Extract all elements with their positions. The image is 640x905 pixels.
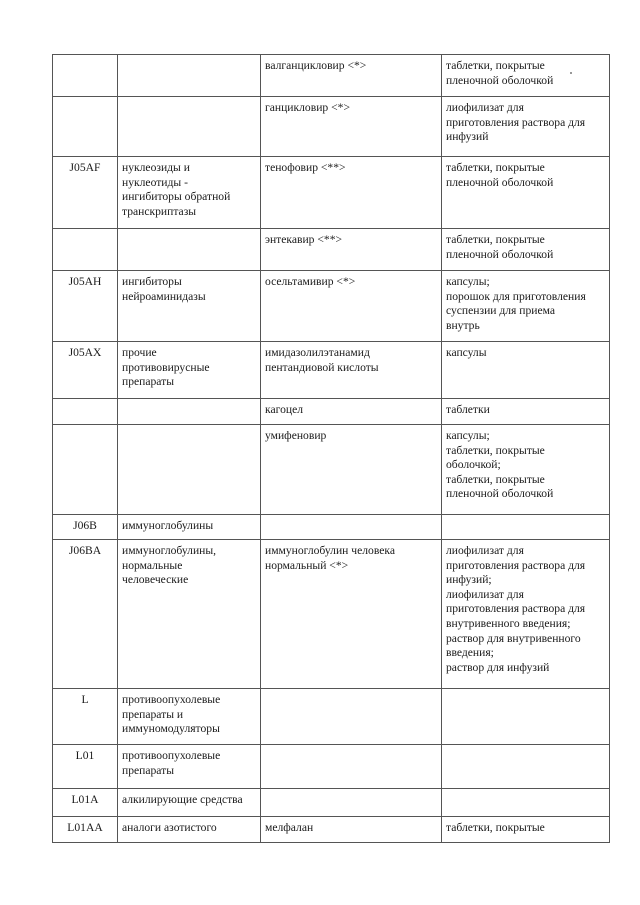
atc-code-cell <box>53 157 118 229</box>
group-name-line: нормальные <box>122 558 183 572</box>
table-row <box>53 425 610 515</box>
drug-name-line: валганцикловир <*> <box>265 59 367 72</box>
drug-name-line: осельтамивир <*> <box>265 275 356 288</box>
group-name-cell <box>118 229 261 271</box>
dosage-form-cell <box>442 399 610 425</box>
drug-table-body <box>53 55 610 843</box>
dosage-form-line: внутривенного введения; <box>446 616 571 630</box>
drug-name-cell <box>261 817 442 843</box>
drug-name-line: мелфалан <box>265 821 314 834</box>
atc-code: L01 <box>75 749 95 762</box>
dosage-form-line: таблетки, покрытые <box>446 472 545 486</box>
group-name-line: противоопухолевые <box>122 749 221 762</box>
group-name-cell <box>118 157 261 229</box>
group-name-line: препараты <box>122 763 174 777</box>
table-row <box>53 271 610 342</box>
group-name-line: иммуноглобулины, <box>122 544 217 557</box>
dosage-form-line: раствор для инфузий <box>446 660 550 674</box>
atc-code: J05AF <box>69 161 101 174</box>
atc-code-cell <box>53 789 118 817</box>
dosage-form-line: таблетки, покрытые <box>446 161 545 174</box>
table-row <box>53 817 610 843</box>
dosage-form-line: порошок для приготовления <box>446 289 586 303</box>
atc-code-cell <box>53 229 118 271</box>
table-row <box>53 342 610 399</box>
dosage-form-line: приготовления раствора для <box>446 115 586 129</box>
dosage-form-line: внутрь <box>446 318 480 332</box>
drug-name-line: нормальный <*> <box>265 558 349 572</box>
drug-name-line: умифеновир <box>265 429 327 442</box>
atc-code: L01AA <box>67 821 103 834</box>
group-name-cell <box>118 540 261 689</box>
atc-code: L <box>81 693 89 706</box>
group-name-line: противоопухолевые <box>122 693 221 706</box>
table-row <box>53 515 610 540</box>
dosage-form-cell <box>442 55 610 97</box>
dosage-form-line: инфузий <box>446 130 489 144</box>
drug-name-cell <box>261 540 442 689</box>
table-row <box>53 229 610 271</box>
drug-name-line: энтекавир <**> <box>265 233 343 246</box>
group-name-line: аналоги азотистого <box>122 821 217 834</box>
atc-code-cell <box>53 425 118 515</box>
drug-name-cell <box>261 745 442 789</box>
drug-table <box>52 54 610 843</box>
group-name-line: ингибиторы обратной <box>122 190 231 204</box>
dosage-form-cell <box>442 540 610 689</box>
dosage-form-line: приготовления раствора для <box>446 602 586 616</box>
group-name-line: нуклеозиды и <box>122 161 190 174</box>
dosage-form-line: пленочной оболочкой <box>446 73 554 87</box>
dosage-form-cell <box>442 789 610 817</box>
group-name-cell <box>118 515 261 540</box>
dosage-form-cell <box>442 157 610 229</box>
dosage-form-line: таблетки, покрытые <box>446 233 545 246</box>
atc-code: J05AH <box>68 275 102 288</box>
table-row <box>53 745 610 789</box>
drug-name-line: иммуноглобулин человека <box>265 544 395 557</box>
dosage-form-cell <box>442 271 610 342</box>
group-name-cell <box>118 425 261 515</box>
drug-name-cell <box>261 229 442 271</box>
drug-name-cell <box>261 157 442 229</box>
atc-code-cell <box>53 97 118 157</box>
dosage-form-line: инфузий; <box>446 573 492 587</box>
dosage-form-line: лиофилизат для <box>446 101 524 114</box>
table-row <box>53 689 610 745</box>
dosage-form-line: капсулы; <box>446 275 490 288</box>
atc-code: J06B <box>73 519 97 532</box>
dosage-form-line: капсулы <box>446 346 487 359</box>
atc-code-cell <box>53 745 118 789</box>
drug-name-cell <box>261 342 442 399</box>
group-name-line: ингибиторы <box>122 275 182 288</box>
drug-name-cell <box>261 271 442 342</box>
dosage-form-line: таблетки, покрытые <box>446 821 545 834</box>
table-row <box>53 97 610 157</box>
dosage-form-line: раствор для внутривенного <box>446 631 581 645</box>
dosage-form-cell <box>442 229 610 271</box>
atc-code: J05AX <box>68 346 102 359</box>
atc-code-cell <box>53 689 118 745</box>
group-name-line: противовирусные <box>122 360 210 374</box>
dosage-form-line: суспензии для приема <box>446 304 556 318</box>
drug-name-cell <box>261 55 442 97</box>
table-row <box>53 157 610 229</box>
dosage-form-line: пленочной оболочкой <box>446 247 554 261</box>
group-name-line: препараты <box>122 375 174 389</box>
group-name-line: человеческие <box>122 573 189 587</box>
drug-name-cell <box>261 689 442 745</box>
atc-code-cell <box>53 55 118 97</box>
atc-code: J06BA <box>68 544 102 557</box>
drug-name-line: кагоцел <box>265 403 304 416</box>
atc-code: L01A <box>71 793 99 806</box>
group-name-cell <box>118 55 261 97</box>
atc-code-cell <box>53 271 118 342</box>
dosage-form-line: таблетки, покрытые <box>446 59 545 72</box>
dosage-form-line: лиофилизат для <box>446 544 524 557</box>
atc-code-cell <box>53 342 118 399</box>
group-name-cell <box>118 789 261 817</box>
group-name-line: прочие <box>122 346 157 359</box>
drug-name-cell <box>261 515 442 540</box>
dosage-form-line: таблетки, покрытые <box>446 443 545 457</box>
dosage-form-line: пленочной оболочкой <box>446 175 554 189</box>
atc-code-cell <box>53 515 118 540</box>
dosage-form-line: пленочной оболочкой <box>446 487 554 501</box>
group-name-line: иммуноглобулины <box>122 519 214 532</box>
group-name-line: нейроаминидазы <box>122 289 206 303</box>
dosage-form-cell <box>442 342 610 399</box>
dosage-form-cell <box>442 745 610 789</box>
group-name-line: алкилирующие средства <box>122 793 243 806</box>
table-row <box>53 789 610 817</box>
drug-name-cell <box>261 399 442 425</box>
atc-code-cell <box>53 540 118 689</box>
dosage-form-line: лиофилизат для <box>446 587 524 601</box>
atc-code-cell <box>53 817 118 843</box>
group-name-line: иммуномодуляторы <box>122 722 220 736</box>
group-name-line: препараты и <box>122 707 184 721</box>
group-name-cell <box>118 399 261 425</box>
group-name-cell <box>118 342 261 399</box>
dosage-form-cell <box>442 817 610 843</box>
drug-name-cell <box>261 97 442 157</box>
table-row <box>53 55 610 97</box>
dosage-form-line: таблетки <box>446 403 490 416</box>
dosage-form-cell <box>442 689 610 745</box>
group-name-cell <box>118 97 261 157</box>
group-name-cell <box>118 817 261 843</box>
dosage-form-line: приготовления раствора для <box>446 558 586 572</box>
group-name-cell <box>118 271 261 342</box>
group-name-line: транскриптазы <box>122 204 197 218</box>
drug-name-line: тенофовир <**> <box>265 161 346 174</box>
drug-name-line: ганцикловир <*> <box>265 101 350 114</box>
group-name-line: нуклеотиды - <box>122 175 188 189</box>
group-name-cell <box>118 689 261 745</box>
drug-name-line: имидазолилэтанамид <box>265 346 370 359</box>
drug-name-line: пентандиовой кислоты <box>265 360 379 374</box>
group-name-cell <box>118 745 261 789</box>
drug-name-cell <box>261 789 442 817</box>
dosage-form-line: капсулы; <box>446 429 490 442</box>
drug-name-cell <box>261 425 442 515</box>
table-row <box>53 399 610 425</box>
atc-code-cell <box>53 399 118 425</box>
dosage-form-cell <box>442 97 610 157</box>
dosage-form-line: оболочкой; <box>446 458 501 472</box>
dosage-form-cell <box>442 515 610 540</box>
dosage-form-line: введения; <box>446 646 494 660</box>
dosage-form-cell <box>442 425 610 515</box>
table-row <box>53 540 610 689</box>
